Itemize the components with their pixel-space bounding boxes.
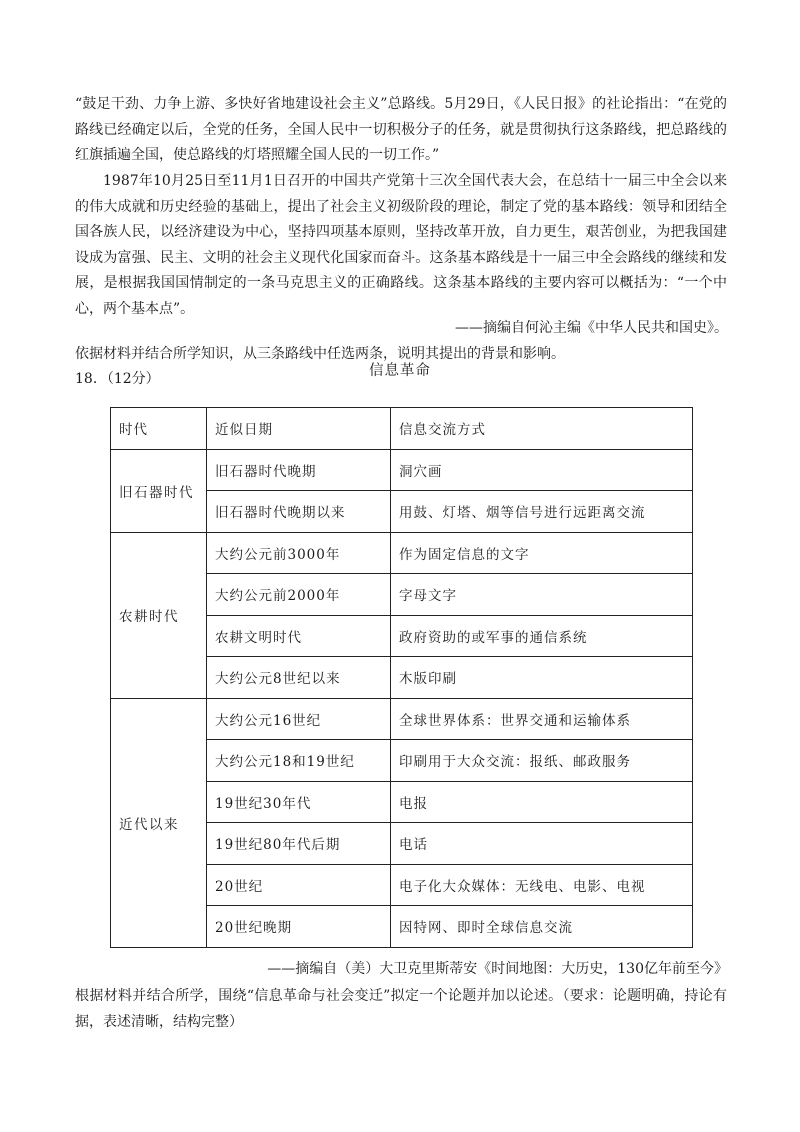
method-cell: 用鼓、灯塔、烟等信号进行远距离交流: [391, 491, 693, 533]
method-cell: 政府资助的或军事的通信系统: [391, 615, 693, 657]
method-cell: 电报: [391, 781, 693, 823]
date-cell: 19世纪80年代后期: [207, 823, 391, 865]
date-cell: 大约公元16世纪: [207, 698, 391, 740]
method-cell: 印刷用于大众交流：报纸、邮政服务: [391, 740, 693, 782]
question-18-prompt: 根据材料并结合所学，围绕“信息革命与社会变迁”拟定一个论题并加以论述。（要求：论题明确，持论有据，表述清晰，结构完整）: [75, 988, 727, 1030]
header-date: 近似日期: [207, 408, 391, 450]
table-title: 信息革命: [369, 363, 431, 379]
source-citation-1: ——摘编自何沁主编《中华人民共和国史》。: [455, 320, 728, 336]
question-17-prompt: 依据材料并结合所学知识，从三条路线中任选两条，说明其提出的背景和影响。: [75, 346, 565, 362]
date-cell: 大约公元8世纪以来: [207, 657, 391, 699]
era-cell: 旧石器时代: [111, 449, 207, 532]
method-cell: 字母文字: [391, 574, 693, 616]
table-header-row: [111, 408, 693, 450]
date-cell: 20世纪: [207, 864, 391, 906]
header-era: 时代: [111, 408, 207, 450]
era-cell: 农耕时代: [111, 532, 207, 698]
method-cell: 电话: [391, 823, 693, 865]
method-cell: 洞穴画: [391, 449, 693, 491]
source-citation-2: ——摘编自（美）大卫克里斯蒂安《时间地图：大历史，130亿年前至今》: [267, 961, 728, 977]
era-cell: 近代以来: [111, 698, 207, 947]
material-paragraph-2: 1987年10月25日至11月1日召开的中国共产党第十三次全国代表大会，在总结十一届三中全会以来的伟大成就和历史经验的基础上，提出了社会主义初级阶段的理论，制定了党的基本路线：领导和团结全国各族人民，以经济建设为中心，坚持四项基本原则，坚持改革开放，自力更生，艰苦创业，为把我国建设成为富强、民主、文明的社会主义现代化国家而奋斗。这条基本路线是十一届三中全会路线的继续和发展，是根据我国国情制定的一条马克思主义的正确路线。这条基本路线的主要内容可以概括为：“一个中心，两个基本点”。: [75, 173, 727, 317]
date-cell: 旧石器时代晚期: [207, 449, 391, 491]
method-cell: 全球世界体系：世界交通和运输体系: [391, 698, 693, 740]
question-18-header: 18．（12分）: [75, 371, 160, 387]
date-cell: 大约公元前2000年: [207, 574, 391, 616]
method-cell: 木版印刷: [391, 657, 693, 699]
date-cell: 20世纪晚期: [207, 906, 391, 948]
table-row: [111, 698, 693, 740]
method-cell: 作为固定信息的文字: [391, 532, 693, 574]
header-method: 信息交流方式: [391, 408, 693, 450]
date-cell: 大约公元18和19世纪: [207, 740, 391, 782]
date-cell: 农耕文明时代: [207, 615, 391, 657]
information-revolution-table: [110, 407, 693, 948]
method-cell: 因特网、即时全球信息交流: [391, 906, 693, 948]
date-cell: 大约公元前3000年: [207, 532, 391, 574]
method-cell: 电子化大众媒体：无线电、电影、电视: [391, 864, 693, 906]
table-row: [111, 449, 693, 491]
table-row: [111, 532, 693, 574]
date-cell: 旧石器时代晚期以来: [207, 491, 391, 533]
date-cell: 19世纪30年代: [207, 781, 391, 823]
material-paragraph-1: “鼓足干劲、力争上游、多快好省地建设社会主义”总路线。5月29日，《人民日报》的社论指出：“在党的路线已经确定以后，全党的任务，全国人民中一切积极分子的任务，就是贯彻执行这条路线，把总路线的红旗插遍全国，使总路线的灯塔照耀全国人民的一切工作。”: [75, 96, 727, 163]
